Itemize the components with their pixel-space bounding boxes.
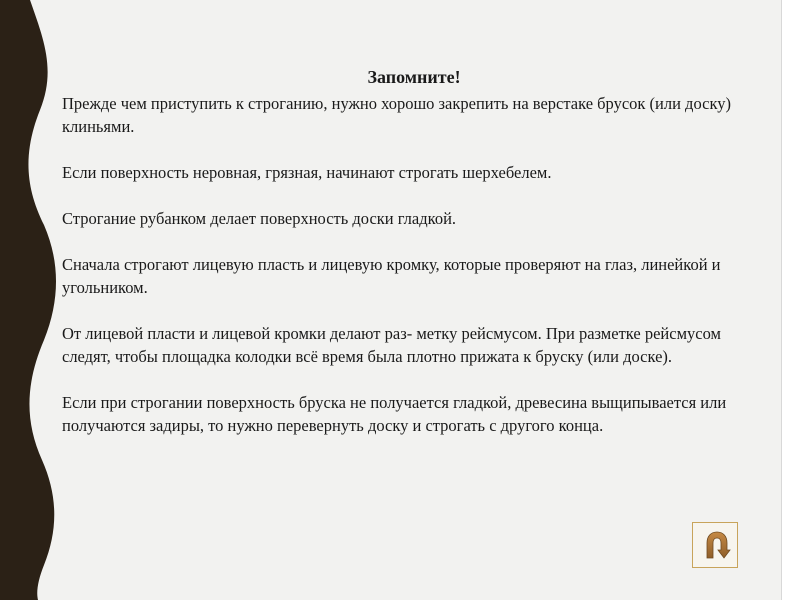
right-edge-strip (781, 0, 800, 600)
paragraph-2: Если поверхность неровная, грязная, начинают строгать шерхебелем. (62, 163, 552, 182)
paragraph-5: От лицевой пласти и лицевой кромки делают раз- метку рейсмусом. При разметке рейсмусом следят, чтобы площадка колодки всё время была плотно прижата к бруску (или доске). (62, 324, 721, 366)
return-button[interactable] (692, 522, 738, 568)
paragraph-4: Сначала строгают лицевую пласть и лицевую кромку, которые проверяют на глаз, линейкой и угольником. (62, 255, 721, 297)
paragraph-6: Если при строгании поверхность бруска не получается гладкой, древесина выщипывается или получаются задиры, то нужно перевернуть доску и строгать с другого конца. (62, 393, 727, 435)
slide-content (62, 66, 752, 460)
wavy-border-decoration (0, 0, 70, 600)
paragraph-1: Прежде чем приступить к строганию, нужно хорошо закрепить на верстаке брусок (или доску) клиньями. (62, 94, 731, 136)
u-turn-arrow-icon (698, 528, 732, 562)
paragraph-3: Строгание рубанком делает поверхность доски гладкой. (62, 209, 457, 228)
slide-title: Запомните! (367, 67, 461, 87)
